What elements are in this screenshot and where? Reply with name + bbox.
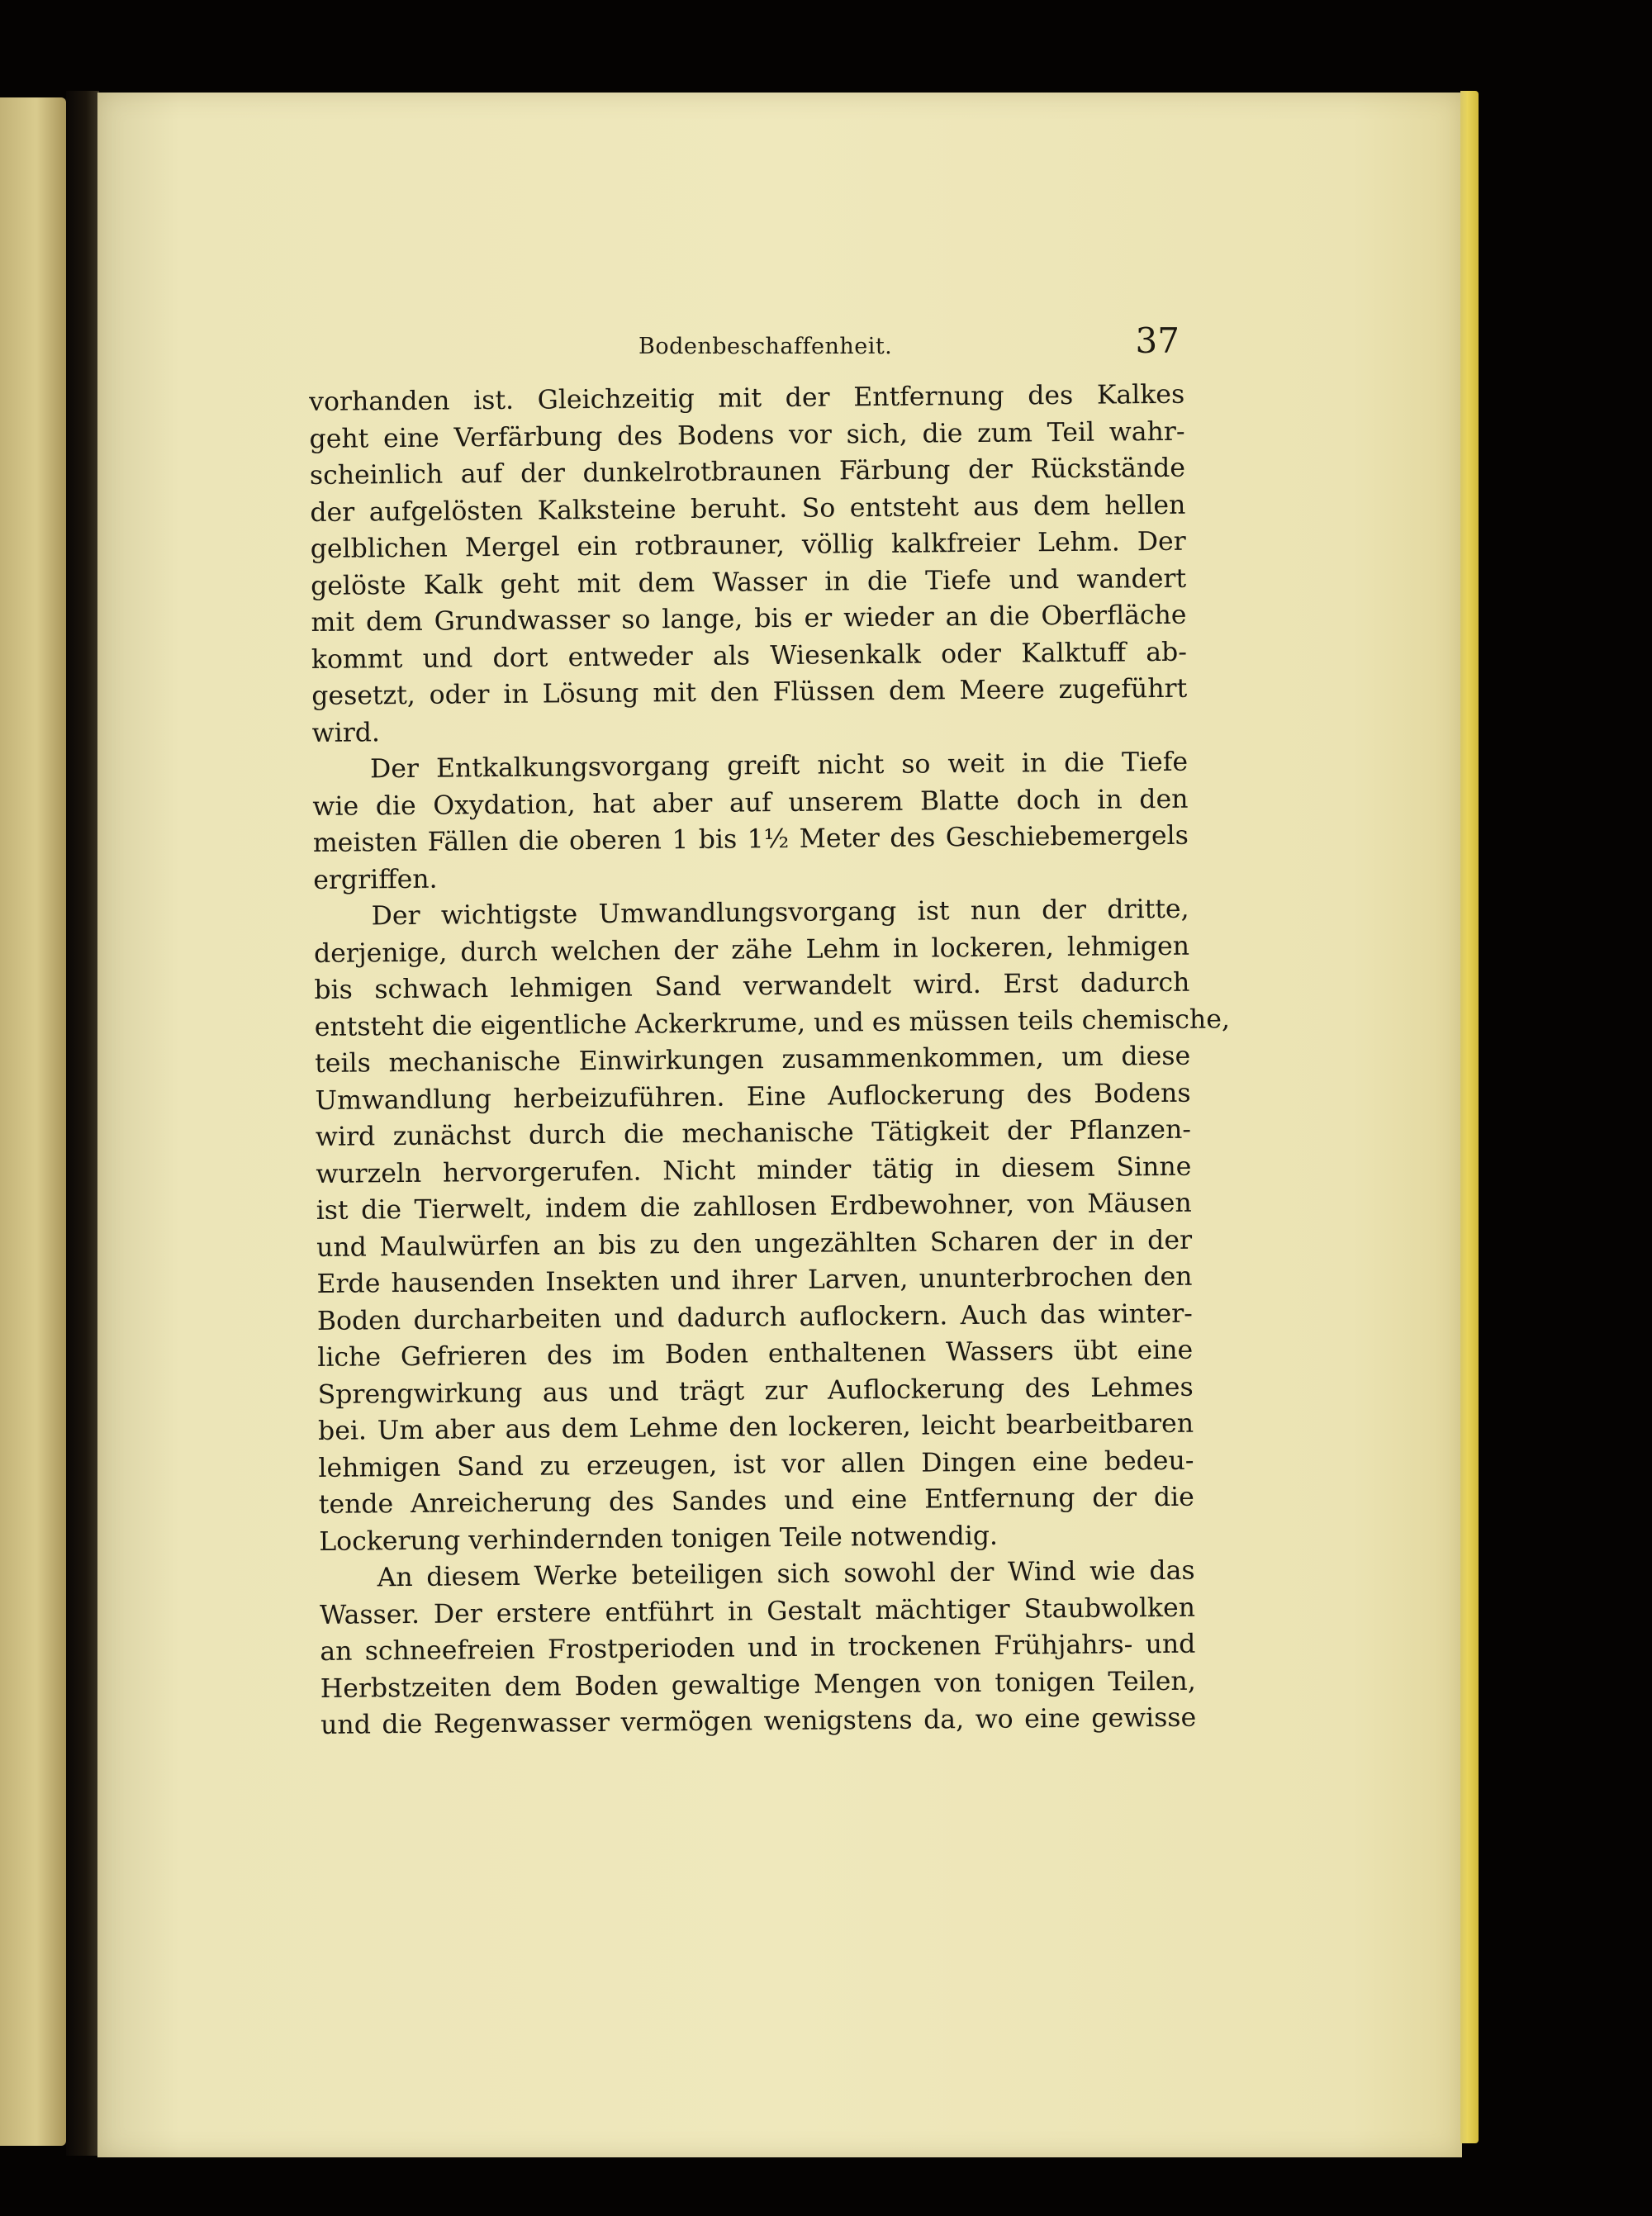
text-line: und die Regenwasser vermögen wenigstens da, wo eine gewisse bbox=[320, 1702, 1197, 1740]
text-line: Umwandlung herbeizuführen. Eine Auflockerung des Bodens bbox=[315, 1078, 1191, 1116]
text-line: wird. bbox=[311, 717, 381, 748]
text-line: gelblichen Mergel ein rotbrauner, völlig kalkfreier Lehm. Der bbox=[310, 526, 1186, 564]
page-stack-edge bbox=[1460, 91, 1479, 2143]
text-line: Herbstzeiten dem Boden gewaltige Mengen von tonigen Teilen, bbox=[320, 1666, 1196, 1704]
text-line: Der Entkalkungsvorgang greift nicht so weit in die Tiefe bbox=[369, 747, 1189, 785]
text-line: bei. Um aber aus dem Lehme den lockeren, leicht bearbeitbaren bbox=[317, 1408, 1194, 1446]
previous-page-edge bbox=[0, 97, 66, 2146]
text-line: lehmigen Sand zu erzeugen, ist vor allen Dingen eine bedeu- bbox=[318, 1445, 1194, 1483]
page-header bbox=[312, 320, 1180, 370]
text-line: tende Anreicherung des Sandes und eine Entfernung der die bbox=[318, 1482, 1194, 1520]
text-line: Erde hausenden Insekten und ihrer Larven, ununterbrochen den bbox=[316, 1261, 1193, 1299]
text-line: an schneefreien Frostperioden und in trockenen Frühjahrs- und bbox=[320, 1629, 1196, 1667]
text-line: und Maulwürfen an bis zu den ungezählten Scharen der in der bbox=[316, 1225, 1193, 1263]
text-line: Der wichtigste Umwandlungsvorgang ist nun der dritte, bbox=[371, 894, 1189, 932]
page-number: 37 bbox=[1135, 320, 1180, 361]
text-line: Lockerung verhindernden tonigen Teile notwendig. bbox=[319, 1521, 999, 1557]
text-line: liche Gefrieren des im Boden enthaltenen Wassers übt eine bbox=[317, 1335, 1194, 1373]
text-line: geht eine Verfärbung des Bodens vor sich, die zum Teil wahr- bbox=[309, 416, 1185, 454]
text-line: Boden durcharbeiten und dadurch auflockern. Auch das winter- bbox=[316, 1298, 1194, 1336]
text-line: der aufgelösten Kalksteine beruht. So entsteht aus dem hellen bbox=[310, 490, 1186, 528]
text-line: meisten Fällen die oberen 1 bis 1½ Meter des Geschiebemergels bbox=[312, 820, 1189, 858]
running-head: Bodenbeschaffenheit. bbox=[638, 334, 893, 359]
text-line: entsteht die eigentliche Ackerkrume, und es müssen teils chemische, bbox=[314, 1004, 1231, 1042]
text-line: vorhanden ist. Gleichzeitig mit der Entfernung des Kalkes bbox=[309, 379, 1185, 417]
text-line: ist die Tierwelt, indem die zahllosen Erdbewohner, von Mäusen bbox=[316, 1188, 1192, 1226]
text-line: Sprengwirkung aus und trägt zur Auflockerung des Lehmes bbox=[317, 1372, 1194, 1410]
text-line: wurzeln hervorgerufen. Nicht minder tätig in diesem Sinne bbox=[316, 1151, 1192, 1189]
book-gutter bbox=[66, 91, 99, 2156]
body-text bbox=[309, 377, 1231, 1744]
text-line: bis schwach lehmigen Sand verwandelt wird. Erst dadurch bbox=[314, 967, 1190, 1005]
text-line: teils mechanische Einwirkungen zusammenkommen, um diese bbox=[315, 1041, 1191, 1079]
text-line: wie die Oxydation, hat aber auf unserem Blatte doch in den bbox=[312, 784, 1189, 822]
text-line: derjenige, durch welchen der zähe Lehm in lockeren, lehmigen bbox=[313, 931, 1190, 969]
text-line: wird zunächst durch die mechanische Tätigkeit der Pflanzen- bbox=[315, 1114, 1192, 1152]
text-line: kommt und dort entweder als Wiesenkalk oder Kalktuff ab- bbox=[311, 637, 1188, 675]
text-line: ergriffen. bbox=[313, 864, 438, 895]
text-line: scheinlich auf der dunkelrotbraunen Färbung der Rückstände bbox=[309, 453, 1186, 491]
text-line: An diesem Werke beteiligen sich sowohl der Wind wie das bbox=[377, 1555, 1195, 1593]
text-line: Wasser. Der erstere entführt in Gestalt mächtiger Staubwolken bbox=[319, 1592, 1196, 1630]
text-line: gelöste Kalk geht mit dem Wasser in die Tiefe und wandert bbox=[310, 563, 1187, 601]
text-line: mit dem Grundwasser so lange, bis er wieder an die Oberfläche bbox=[311, 600, 1187, 638]
text-line: gesetzt, oder in Lösung mit den Flüssen dem Meere zugeführt bbox=[311, 673, 1188, 711]
